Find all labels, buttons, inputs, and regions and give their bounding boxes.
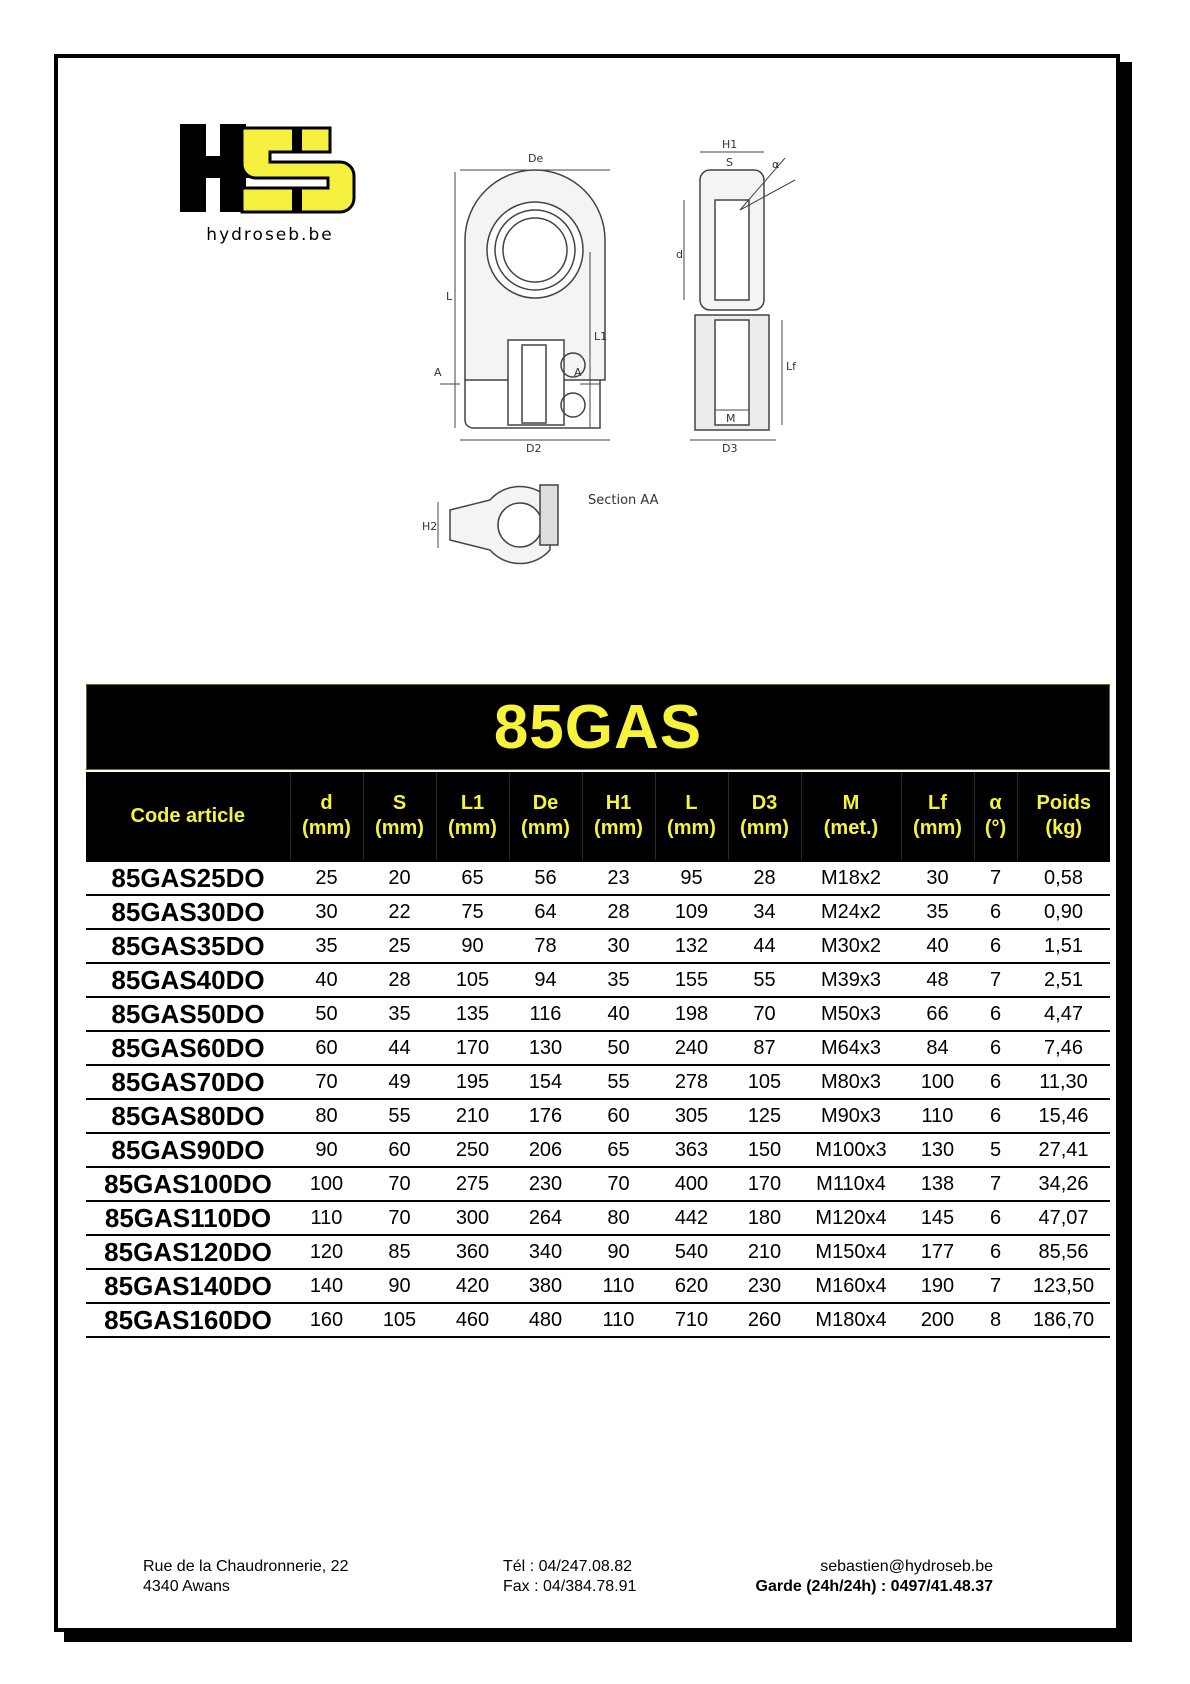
table-cell: 60 bbox=[290, 1031, 363, 1065]
header-cell bbox=[655, 772, 728, 861]
table-cell: 132 bbox=[655, 929, 728, 963]
table-cell: 360 bbox=[436, 1235, 509, 1269]
garde-text: Garde (24h/24h) : 0497/41.48.37 bbox=[755, 1578, 993, 1595]
header-unit: (met.) bbox=[823, 817, 879, 839]
table-cell: 6 bbox=[974, 1099, 1017, 1133]
header-cell bbox=[436, 772, 509, 861]
table-cell: 140 bbox=[290, 1269, 363, 1303]
table-cell: 170 bbox=[436, 1031, 509, 1065]
footer-address bbox=[143, 1557, 348, 1597]
table-row bbox=[86, 1099, 1110, 1133]
table-cell: 110 bbox=[290, 1201, 363, 1235]
table-cell: 6 bbox=[974, 1235, 1017, 1269]
table-cell: 210 bbox=[728, 1235, 801, 1269]
table-cell: 28 bbox=[728, 861, 801, 895]
table-cell: 190 bbox=[901, 1269, 974, 1303]
table-cell: 6 bbox=[974, 997, 1017, 1031]
table-cell: 50 bbox=[582, 1031, 655, 1065]
table-cell: 145 bbox=[901, 1201, 974, 1235]
table-cell: 180 bbox=[728, 1201, 801, 1235]
table-row bbox=[86, 1167, 1110, 1201]
article-code-cell: 85GAS60DO bbox=[86, 1031, 290, 1065]
table-cell: 105 bbox=[728, 1065, 801, 1099]
table-cell: 264 bbox=[509, 1201, 582, 1235]
table-cell: 7 bbox=[974, 1269, 1017, 1303]
table-cell: 95 bbox=[655, 861, 728, 895]
table-cell: 110 bbox=[901, 1099, 974, 1133]
article-code-cell: 85GAS50DO bbox=[86, 997, 290, 1031]
table-cell: 176 bbox=[509, 1099, 582, 1133]
table-cell: 186,70 bbox=[1017, 1303, 1110, 1337]
table-cell: 6 bbox=[974, 1065, 1017, 1099]
table-cell: 25 bbox=[363, 929, 436, 963]
table-cell: 380 bbox=[509, 1269, 582, 1303]
header-label: H1 bbox=[605, 792, 632, 814]
table-cell: 400 bbox=[655, 1167, 728, 1201]
table-cell: 150 bbox=[728, 1133, 801, 1167]
table-cell: 80 bbox=[582, 1201, 655, 1235]
table-cell: 109 bbox=[655, 895, 728, 929]
table-row bbox=[86, 1133, 1110, 1167]
table-cell: 110 bbox=[582, 1269, 655, 1303]
table-cell: 120 bbox=[290, 1235, 363, 1269]
table-cell: 620 bbox=[655, 1269, 728, 1303]
table-cell: 305 bbox=[655, 1099, 728, 1133]
table-cell: 460 bbox=[436, 1303, 509, 1337]
header-label: S bbox=[392, 792, 407, 814]
table-cell: M24x2 bbox=[801, 895, 901, 929]
table-cell: 70 bbox=[728, 997, 801, 1031]
label-l1: L1 bbox=[594, 330, 608, 343]
table-cell: 44 bbox=[728, 929, 801, 963]
table-cell: 138 bbox=[901, 1167, 974, 1201]
table-cell: 35 bbox=[901, 895, 974, 929]
label-s: S bbox=[726, 156, 733, 169]
table-cell: M80x3 bbox=[801, 1065, 901, 1099]
table-cell: 34 bbox=[728, 895, 801, 929]
table-cell: 28 bbox=[582, 895, 655, 929]
table-cell: 23 bbox=[582, 861, 655, 895]
article-code-cell: 85GAS80DO bbox=[86, 1099, 290, 1133]
address-line2: 4340 Awans bbox=[143, 1578, 230, 1595]
table-cell: 363 bbox=[655, 1133, 728, 1167]
table-cell: 7 bbox=[974, 1167, 1017, 1201]
table-cell: 6 bbox=[974, 1201, 1017, 1235]
table-cell: 25 bbox=[290, 861, 363, 895]
table-cell: M30x2 bbox=[801, 929, 901, 963]
label-d2: D2 bbox=[526, 442, 542, 455]
table-row bbox=[86, 997, 1110, 1031]
article-code-cell: 85GAS90DO bbox=[86, 1133, 290, 1167]
table-cell: M180x4 bbox=[801, 1303, 901, 1337]
table-cell: M100x3 bbox=[801, 1133, 901, 1167]
table-row bbox=[86, 861, 1110, 895]
table-cell: 125 bbox=[728, 1099, 801, 1133]
table-cell: 85 bbox=[363, 1235, 436, 1269]
label-h1: H1 bbox=[722, 140, 738, 151]
table-cell: 75 bbox=[436, 895, 509, 929]
header-label: M bbox=[842, 792, 860, 814]
table-cell: 30 bbox=[582, 929, 655, 963]
article-code-cell: 85GAS100DO bbox=[86, 1167, 290, 1201]
table-cell: 34,26 bbox=[1017, 1167, 1110, 1201]
article-code-cell: 85GAS30DO bbox=[86, 895, 290, 929]
article-code-cell: 85GAS70DO bbox=[86, 1065, 290, 1099]
table-cell: 442 bbox=[655, 1201, 728, 1235]
table-cell: M150x4 bbox=[801, 1235, 901, 1269]
table-cell: 230 bbox=[509, 1167, 582, 1201]
table-cell: 0,90 bbox=[1017, 895, 1110, 929]
table-cell: 80 bbox=[290, 1099, 363, 1133]
label-d: d bbox=[676, 248, 683, 261]
table-cell: 90 bbox=[363, 1269, 436, 1303]
table-cell: 50 bbox=[290, 997, 363, 1031]
table-cell: 2,51 bbox=[1017, 963, 1110, 997]
table-row bbox=[86, 1201, 1110, 1235]
table-cell: 60 bbox=[582, 1099, 655, 1133]
table-cell: 7 bbox=[974, 861, 1017, 895]
header-label: Lf bbox=[928, 792, 947, 814]
table-cell: 48 bbox=[901, 963, 974, 997]
table-cell: 1,51 bbox=[1017, 929, 1110, 963]
header-label: De bbox=[532, 792, 559, 814]
product-title: 85GAS bbox=[493, 692, 703, 762]
table-cell: 6 bbox=[974, 1031, 1017, 1065]
table-cell: 135 bbox=[436, 997, 509, 1031]
address-line1: Rue de la Chaudronnerie, 22 bbox=[143, 1558, 349, 1575]
rod-end-technical-drawing bbox=[410, 140, 890, 610]
table-cell: M18x2 bbox=[801, 861, 901, 895]
table-cell: 47,07 bbox=[1017, 1201, 1110, 1235]
table-row bbox=[86, 895, 1110, 929]
table-row bbox=[86, 929, 1110, 963]
table-cell: 49 bbox=[363, 1065, 436, 1099]
table-cell: 40 bbox=[290, 963, 363, 997]
table-cell: 170 bbox=[728, 1167, 801, 1201]
table-cell: 7,46 bbox=[1017, 1031, 1110, 1065]
table-cell: 105 bbox=[363, 1303, 436, 1337]
spec-table-body bbox=[86, 861, 1110, 1337]
table-cell: M110x4 bbox=[801, 1167, 901, 1201]
article-code-cell: 85GAS160DO bbox=[86, 1303, 290, 1337]
table-cell: 155 bbox=[655, 963, 728, 997]
table-cell: 5 bbox=[974, 1133, 1017, 1167]
label-lf: Lf bbox=[786, 360, 797, 373]
table-cell: 200 bbox=[901, 1303, 974, 1337]
table-cell: 340 bbox=[509, 1235, 582, 1269]
table-cell: 55 bbox=[728, 963, 801, 997]
header-cell bbox=[901, 772, 974, 861]
table-cell: 90 bbox=[582, 1235, 655, 1269]
table-cell: 56 bbox=[509, 861, 582, 895]
footer-contact bbox=[756, 1557, 993, 1597]
table-cell: 87 bbox=[728, 1031, 801, 1065]
label-l: L bbox=[446, 290, 453, 303]
table-cell: M50x3 bbox=[801, 997, 901, 1031]
table-cell: 6 bbox=[974, 895, 1017, 929]
article-code-cell: 85GAS35DO bbox=[86, 929, 290, 963]
table-cell: 70 bbox=[363, 1201, 436, 1235]
table-cell: 540 bbox=[655, 1235, 728, 1269]
spec-table-header bbox=[86, 772, 1110, 861]
table-cell: 6 bbox=[974, 929, 1017, 963]
section-aa-label: Section AA bbox=[588, 493, 659, 508]
header-unit: (mm) bbox=[667, 817, 716, 839]
table-cell: M39x3 bbox=[801, 963, 901, 997]
header-label: α bbox=[989, 792, 1002, 814]
table-row bbox=[86, 1065, 1110, 1099]
table-cell: 250 bbox=[436, 1133, 509, 1167]
table-cell: 30 bbox=[901, 861, 974, 895]
header-unit: (kg) bbox=[1045, 817, 1083, 839]
hydroseb-logo bbox=[180, 124, 360, 250]
table-cell: 70 bbox=[290, 1065, 363, 1099]
table-cell: 7 bbox=[974, 963, 1017, 997]
table-cell: 105 bbox=[436, 963, 509, 997]
header-unit: (mm) bbox=[302, 817, 351, 839]
table-cell: 55 bbox=[363, 1099, 436, 1133]
table-cell: 44 bbox=[363, 1031, 436, 1065]
table-cell: M120x4 bbox=[801, 1201, 901, 1235]
table-cell: 11,30 bbox=[1017, 1065, 1110, 1099]
table-cell: 28 bbox=[363, 963, 436, 997]
table-row bbox=[86, 1031, 1110, 1065]
header-unit: (mm) bbox=[594, 817, 643, 839]
label-alpha: α bbox=[772, 158, 780, 171]
table-cell: 22 bbox=[363, 895, 436, 929]
header-label: L1 bbox=[460, 792, 485, 814]
table-cell: 230 bbox=[728, 1269, 801, 1303]
table-cell: 8 bbox=[974, 1303, 1017, 1337]
article-code-cell: 85GAS25DO bbox=[86, 861, 290, 895]
table-cell: 116 bbox=[509, 997, 582, 1031]
label-h2: H2 bbox=[422, 520, 438, 533]
table-cell: 160 bbox=[290, 1303, 363, 1337]
header-unit: (mm) bbox=[740, 817, 789, 839]
article-code-cell: 85GAS140DO bbox=[86, 1269, 290, 1303]
table-cell: 275 bbox=[436, 1167, 509, 1201]
table-row bbox=[86, 1303, 1110, 1337]
header-label: L bbox=[685, 792, 698, 814]
table-cell: 35 bbox=[363, 997, 436, 1031]
table-cell: 110 bbox=[582, 1303, 655, 1337]
table-cell: 210 bbox=[436, 1099, 509, 1133]
label-a-right: A bbox=[574, 366, 582, 379]
table-cell: 40 bbox=[582, 997, 655, 1031]
label-a-left: A bbox=[434, 366, 442, 379]
table-cell: 15,46 bbox=[1017, 1099, 1110, 1133]
label-de: De bbox=[528, 152, 544, 165]
header-cell bbox=[290, 772, 363, 861]
header-label: D3 bbox=[751, 792, 778, 814]
table-row bbox=[86, 1269, 1110, 1303]
table-cell: 130 bbox=[509, 1031, 582, 1065]
header-cell bbox=[728, 772, 801, 861]
table-cell: 154 bbox=[509, 1065, 582, 1099]
table-cell: 60 bbox=[363, 1133, 436, 1167]
table-cell: 177 bbox=[901, 1235, 974, 1269]
table-cell: 90 bbox=[436, 929, 509, 963]
table-cell: 100 bbox=[290, 1167, 363, 1201]
table-cell: 65 bbox=[436, 861, 509, 895]
tel-text: Tél : 04/247.08.82 bbox=[503, 1558, 632, 1575]
table-cell: 55 bbox=[582, 1065, 655, 1099]
table-cell: 20 bbox=[363, 861, 436, 895]
table-cell: 710 bbox=[655, 1303, 728, 1337]
fax-text: Fax : 04/384.78.91 bbox=[503, 1578, 637, 1595]
table-cell: 65 bbox=[582, 1133, 655, 1167]
header-cell bbox=[974, 772, 1017, 861]
header-cell bbox=[86, 772, 290, 861]
header-cell bbox=[509, 772, 582, 861]
table-cell: 64 bbox=[509, 895, 582, 929]
table-cell: 30 bbox=[290, 895, 363, 929]
table-row bbox=[86, 963, 1110, 997]
table-cell: 66 bbox=[901, 997, 974, 1031]
table-cell: 4,47 bbox=[1017, 997, 1110, 1031]
article-code-cell: 85GAS40DO bbox=[86, 963, 290, 997]
table-cell: 70 bbox=[363, 1167, 436, 1201]
article-code-cell: 85GAS110DO bbox=[86, 1201, 290, 1235]
header-unit: (mm) bbox=[521, 817, 570, 839]
table-cell: 260 bbox=[728, 1303, 801, 1337]
table-cell: 85,56 bbox=[1017, 1235, 1110, 1269]
table-cell: 123,50 bbox=[1017, 1269, 1110, 1303]
table-cell: M90x3 bbox=[801, 1099, 901, 1133]
table-cell: 78 bbox=[509, 929, 582, 963]
header-cell bbox=[582, 772, 655, 861]
table-cell: 35 bbox=[290, 929, 363, 963]
email-text: sebastien@hydroseb.be bbox=[820, 1558, 993, 1575]
header-label: d bbox=[320, 792, 333, 814]
product-title-bar bbox=[86, 684, 1110, 770]
label-d3: D3 bbox=[722, 442, 738, 455]
table-cell: M64x3 bbox=[801, 1031, 901, 1065]
table-cell: 70 bbox=[582, 1167, 655, 1201]
table-cell: 278 bbox=[655, 1065, 728, 1099]
table-cell: 198 bbox=[655, 997, 728, 1031]
table-cell: 420 bbox=[436, 1269, 509, 1303]
article-code-cell: 85GAS120DO bbox=[86, 1235, 290, 1269]
table-cell: 195 bbox=[436, 1065, 509, 1099]
table-cell: 100 bbox=[901, 1065, 974, 1099]
header-cell bbox=[1017, 772, 1110, 861]
table-cell: 27,41 bbox=[1017, 1133, 1110, 1167]
header-label: Poids bbox=[1036, 792, 1091, 814]
table-cell: 90 bbox=[290, 1133, 363, 1167]
header-unit: (mm) bbox=[913, 817, 962, 839]
table-cell: 130 bbox=[901, 1133, 974, 1167]
header-cell bbox=[801, 772, 901, 861]
table-row bbox=[86, 1235, 1110, 1269]
header-label: Code article bbox=[130, 804, 245, 827]
table-cell: 40 bbox=[901, 929, 974, 963]
header-unit: (mm) bbox=[375, 817, 424, 839]
table-cell: 84 bbox=[901, 1031, 974, 1065]
table-cell: M160x4 bbox=[801, 1269, 901, 1303]
table-cell: 0,58 bbox=[1017, 861, 1110, 895]
table-cell: 35 bbox=[582, 963, 655, 997]
spec-table bbox=[86, 772, 1110, 1338]
table-cell: 480 bbox=[509, 1303, 582, 1337]
header-unit: (mm) bbox=[448, 817, 497, 839]
header-cell bbox=[363, 772, 436, 861]
label-m: M bbox=[726, 412, 736, 425]
table-cell: 94 bbox=[509, 963, 582, 997]
brand-name: hydroseb.be bbox=[206, 225, 334, 245]
table-cell: 206 bbox=[509, 1133, 582, 1167]
table-cell: 240 bbox=[655, 1031, 728, 1065]
header-unit: (°) bbox=[984, 817, 1007, 839]
table-cell: 300 bbox=[436, 1201, 509, 1235]
footer-phone bbox=[503, 1557, 636, 1597]
